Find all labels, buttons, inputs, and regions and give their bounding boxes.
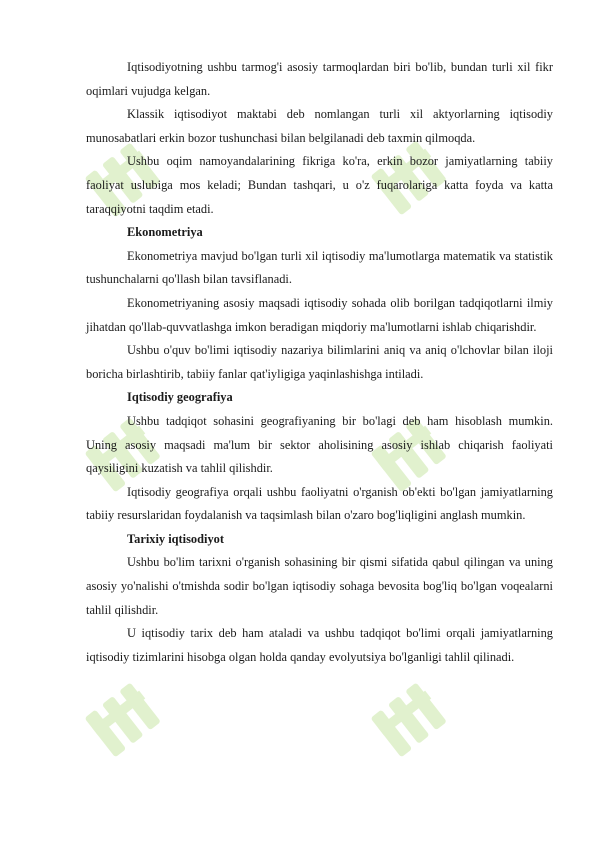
paragraph: U iqtisodiy tarix deb ham ataladi va ushbu tadqiqot bo'limi orqali jamiyatlarning iqtisodiy tizimlarini hisobga olgan holda qanday evolyutsiya bo'lganligi tahlil qilinadi. [86,626,553,664]
section-heading: Ekonometriya [127,225,203,240]
paragraph: Ekonometriya mavjud bo'lgan turli xil iqtisodiy ma'lumotlarga matematik va statistik tushunchalarni qo'llash bilan tavsiflanadi. [86,248,553,287]
section-heading: Tarixiy iqtisodiyot [127,531,224,546]
watermark-logo-icon [360,660,470,770]
paragraph: Klassik iqtisodiyot maktabi deb nomlangan turli xil aktyorlarning iqtisodiy munosabatlari erkin bozor tushunchasi bilan belgilanadi deb taxmin qilmoqda. [86,107,553,145]
paragraph: Ushbu o'quv bo'limi iqtisodiy nazariya bilimlarini aniq va aniq o'lchovlar bilan iloji boricha birlashtirib, tabiiy fanlar qat'iyligiga yaqinlashishga intiladi. [86,343,553,381]
paragraph: Ushbu tadqiqot sohasini geografiyaning bir bo'lagi deb ham hisoblash mumkin. Uning asosiy maqsadi ma'lum bir sektor aholisining asosiy ishlab chiqarish faoliyati qaysiligini kuzatish va tahlil qilishdir. [86,413,553,476]
document-body [86,56,553,669]
section-heading: Iqtisodiy geografiya [127,390,233,405]
paragraph: Ekonometriyaning asosiy maqsadi iqtisodiy sohada olib borilgan tadqiqotlarni ilmiy jihatdan qo'llab-quvvatlashga imkon beradigan miqdoriy ma'lumotlarni ishlab chiqarishdir. [86,295,553,334]
paragraph: Ushbu bo'lim tarixni o'rganish sohasining bir qismi sifatida qabul qilingan va uning asosiy yo'nalishi o'tmishda sodir bo'lgan iqtisodiy sohaga bevosita bog'liq bo'lgan voqealarni tahlil qilishdir. [86,555,553,617]
paragraph: Ushbu oqim namoyandalarining fikriga ko'ra, erkin bozor jamiyatlarning tabiiy faoliyat uslubiga mos keladi; Bundan tashqari, u o'z fuqarolariga katta foyda va katta taraqqiyotni taqdim etadi. [86,154,553,216]
watermark-logo-icon [74,660,184,770]
paragraph: Iqtisodiy geografiya orqali ushbu faoliyatni o'rganish ob'ekti bo'lgan jamiyatlarning tabiiy resurslaridan foydalanish va taqsimlash bilan o'zaro bog'liqligini anglash mumkin. [86,484,553,523]
paragraph: Iqtisodiyotning ushbu tarmog'i asosiy tarmoqlardan biri bo'lib, bundan turli xil fikr oqimlari vujudga kelgan. [86,60,553,98]
